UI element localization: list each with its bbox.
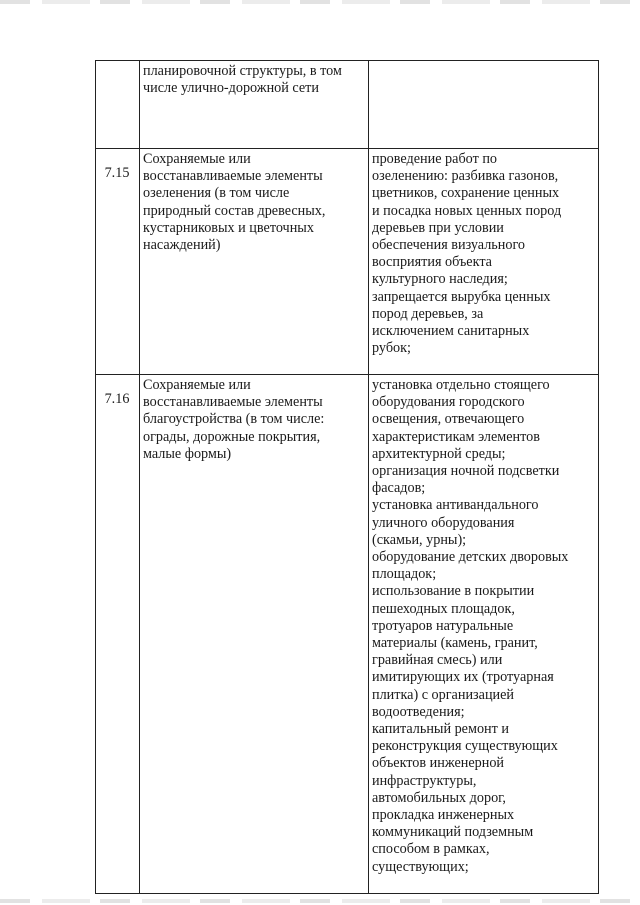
row-number <box>96 61 140 149</box>
cell-text-line: освещения, отвечающего <box>372 411 525 428</box>
cell-text-line: капитальный ремонт и <box>372 721 509 738</box>
cell-text-line: восстанавливаемые элементы <box>143 394 323 411</box>
requirement-cell <box>369 149 599 375</box>
cell-text-line: гравийная смесь) или <box>372 652 503 669</box>
cell-text-line: природный состав древесных, <box>143 202 326 219</box>
cell-text-line: рубок; <box>372 340 411 357</box>
cell-text-line: оборудование детских дворовых <box>372 549 569 566</box>
cell-text-line: существующих; <box>372 858 469 875</box>
cell-text-line: характеристикам элементов <box>372 428 540 445</box>
cell-text-line: насаждений) <box>143 237 221 254</box>
cell-text-line: установка отдельно стоящего <box>372 377 550 393</box>
cell-text-line: использование в покрытии <box>372 583 535 600</box>
cell-text-line: установка антивандального <box>372 497 539 514</box>
cell-text-line: автомобильных дорог, <box>372 789 506 806</box>
row-number: 7.16 <box>96 375 140 894</box>
cell-text-line: Сохраняемые или <box>143 377 251 393</box>
cell-text-line: малые формы) <box>143 445 232 462</box>
cell-text-line: реконструкция существующих <box>372 738 558 755</box>
cell-text-line: тротуаров натуральные <box>372 617 514 634</box>
cell-text-line: прокладка инженерных <box>372 807 515 824</box>
table-row <box>96 149 599 375</box>
cell-text-line: восстанавливаемые элементы <box>143 168 323 185</box>
cell-text-line: фасадов; <box>372 480 426 497</box>
cell-text-line: имитирующих их (тротуарная <box>372 669 554 686</box>
cell-text-line: организация ночной подсветки <box>372 463 560 480</box>
cell-text-line: обеспечения визуального <box>372 237 526 254</box>
row-number: 7.15 <box>96 149 140 375</box>
cell-text-line: озеленению: разбивка газонов, <box>372 168 559 185</box>
regulations-table <box>95 60 599 894</box>
requirement-cell <box>369 61 599 149</box>
cell-text-line: объектов инженерной <box>372 755 505 772</box>
cell-text-line: исключением санитарных <box>372 323 530 340</box>
scan-edge-top <box>0 0 640 4</box>
requirement-cell <box>369 375 599 894</box>
cell-text-line: благоустройства (в том числе: <box>143 411 325 428</box>
cell-text-line: (скамьи, урны); <box>372 531 467 548</box>
element-cell <box>140 61 369 149</box>
cell-text-line: озеленения (в том числе <box>143 185 290 202</box>
cell-text-line: способом в рамках, <box>372 841 490 858</box>
cell-text-line: архитектурной среды; <box>372 445 506 462</box>
table-row <box>96 375 599 894</box>
cell-text-line: пешеходных площадок, <box>372 600 515 617</box>
cell-text-line: цветников, сохранение ценных <box>372 185 560 202</box>
cell-text-line: культурного наследия; <box>372 271 508 288</box>
cell-text-line: инфраструктуры, <box>372 772 477 789</box>
element-cell <box>140 149 369 375</box>
table-row <box>96 61 599 149</box>
scan-edge-bottom <box>0 899 640 903</box>
cell-text-line: площадок; <box>372 566 437 583</box>
cell-text-line: водоотведения; <box>372 703 465 720</box>
cell-text-line: кустарниковых и цветочных <box>143 219 314 236</box>
cell-text-line: материалы (камень, гранит, <box>372 635 538 652</box>
cell-text-line: числе улично-дорожной сети <box>143 80 319 97</box>
element-cell <box>140 375 369 894</box>
cell-text-line: деревьев при условии <box>372 219 504 236</box>
cell-text-line: и посадка новых ценных пород <box>372 202 562 219</box>
cell-text-line: проведение работ по <box>372 151 497 167</box>
cell-text-line: плитка) с организацией <box>372 686 515 703</box>
cell-text-line: планировочной структуры, в том <box>143 63 342 79</box>
cell-text-line: оборудования городского <box>372 394 525 411</box>
cell-text-line: Сохраняемые или <box>143 151 251 167</box>
cell-text-line: коммуникаций подземным <box>372 824 534 841</box>
cell-text-line: ограды, дорожные покрытия, <box>143 428 321 445</box>
cell-text-line: пород деревьев, за <box>372 305 484 322</box>
cell-text-line: уличного оборудования <box>372 514 515 531</box>
cell-text-line: запрещается вырубка ценных <box>372 288 551 305</box>
cell-text-line: восприятия объекта <box>372 254 492 271</box>
